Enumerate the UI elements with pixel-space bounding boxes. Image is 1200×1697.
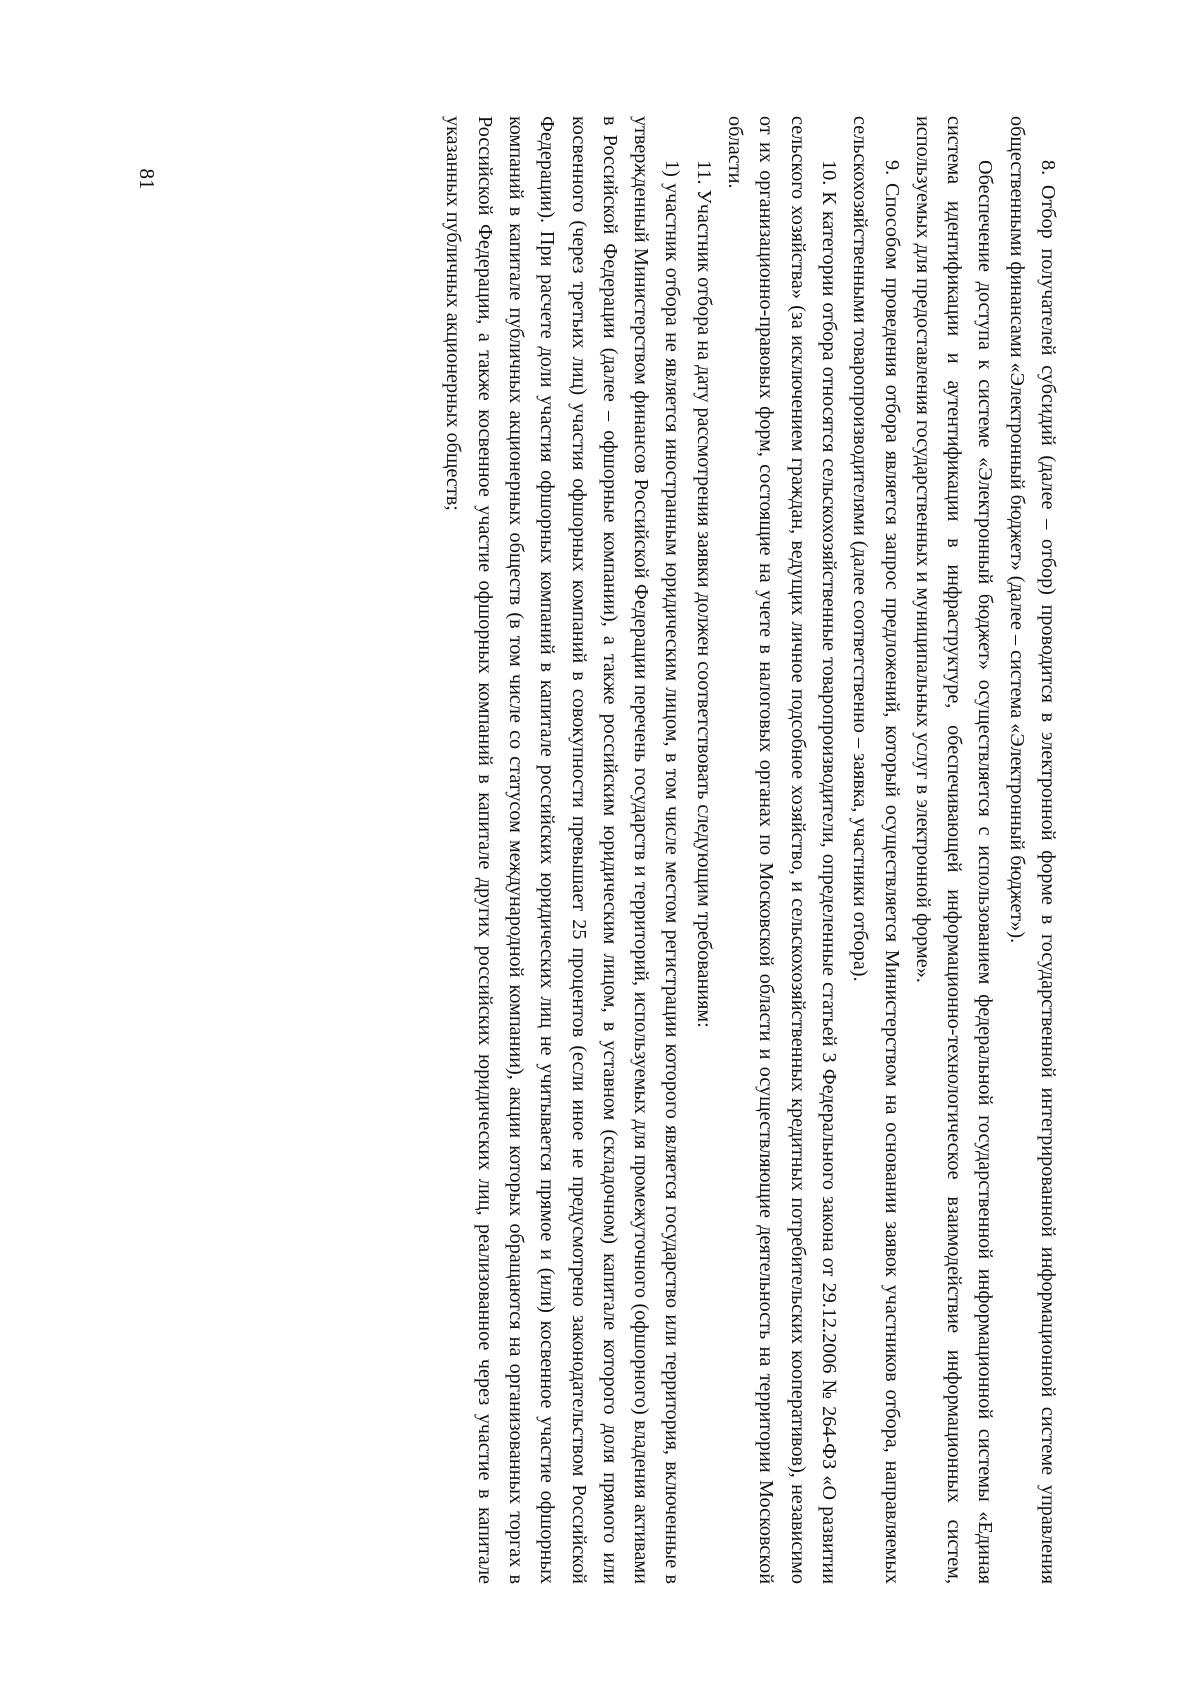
paragraph-8: 8. Отбор получателей субсидий (далее – отбор) проводится в электронной форме в государственной интегрированной информационной системе управления общественными финансами «Электронный бюджет» (далее – система «Электронный бюджет»). — [1005, 116, 1059, 1584]
paragraph-8-access: Обеспечение доступа к системе «Электронный бюджет» осуществляется с использованием федеральной государственной информационной системы «Единая система идентификации и аутентификации в инфраструктуре, обеспечивающей информационно-технологическое взаимодействие информационных систем, используемых для предоставления государственных и муниципальных услуг в электронной форме». — [911, 116, 997, 1584]
rotated-document-body — [437, 116, 1063, 1584]
paragraph-9: 9. Способом проведения отбора является запрос предложений, который осуществляется Министерством на основании заявок участников отбора, направляемых сельскохозяйственными товаропроизводителями (далее соответственно – заявка, участники отбора). — [849, 116, 903, 1584]
paragraph-11-item-1: 1) участник отбора не является иностранным юридическим лицом, в том числе местом регистрации которого является государство или территория, включенные в утвержденный Министерством финансов Российской Федерации перечень государств и территорий, используемых для промежуточного (офшорного) владения активами в Российской Федерации (далее – офшорные компании), а также российским юридическим лицом, в уставном (складочном) капитале которого доля прямого или косвенного (через третьих лиц) участия офшорных компаний в совокупности превышает 25 процентов (если иное не предусмотрено законодательством Российской Федерации). При расчете доли участия офшорных компаний в капитале российских юридических лиц не учитывается прямое и (или) косвенное участие офшорных компаний в капитале публичных акционерных обществ (в том числе со статусом международной компании), акции которых обращаются на организованных торгах в Российской Федерации, а также косвенное участие офшорных компаний в капитале других российских юридических лиц, реализованное через участие в капитале указанных публичных акционерных обществ; — [442, 116, 684, 1584]
page-number-holder — [70, 84, 160, 190]
page-number: 81 — [135, 168, 160, 190]
paragraph-10: 10. К категории отбора относятся сельскохозяйственные товаропроизводители, определенные статьей 3 Федерального закона от 29.12.2006 № 264-ФЗ «О развитии сельского хозяйства» (за исключением граждан, ведущих личное подсобное хозяйство, и сельскохозяйственных кредитных потребительских кооперативов), независимо от их организационно-правовых форм, состоящие на учете в налоговых органах по Московской области и осуществляющие деятельность на территории Московской области. — [724, 116, 840, 1584]
paragraph-11: 11. Участник отбора на дату рассмотрения заявки должен соответствовать следующим требованиям: — [692, 160, 715, 1028]
document-text — [437, 116, 1063, 1584]
